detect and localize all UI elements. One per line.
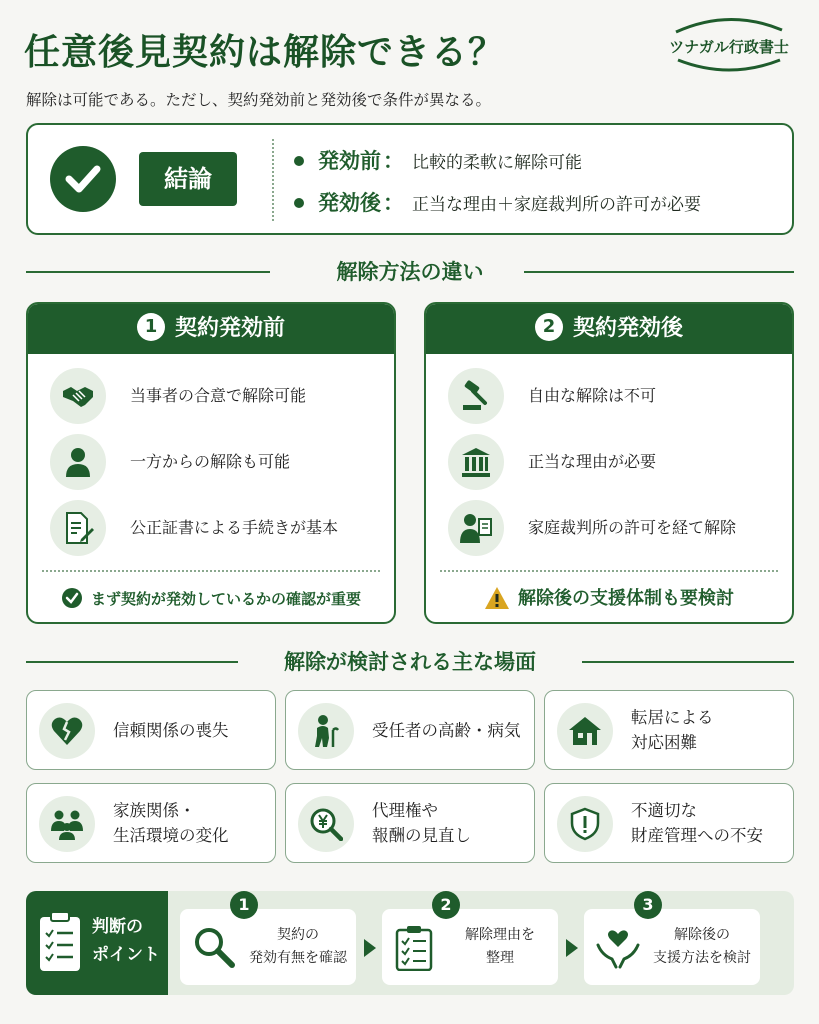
conclusion-box: [26, 123, 794, 235]
house-icon: [557, 703, 613, 759]
scene-text: 転居による 対応困難: [631, 708, 714, 752]
clipboard-icon: [38, 911, 82, 973]
method-item: [448, 500, 778, 556]
search-icon: [192, 925, 236, 969]
brand-logo: [664, 14, 794, 76]
number-badge: 1: [137, 313, 165, 341]
conclusion-separator: ：: [383, 149, 404, 173]
method-item-text: 家庭裁判所の許可を経て解除: [528, 518, 737, 537]
method-card-header: [28, 304, 394, 354]
scene-card: [544, 690, 794, 770]
warning-icon: [484, 586, 510, 610]
method-card-before: [26, 302, 396, 624]
conclusion-separator: ：: [383, 191, 404, 215]
judge-document-icon: [448, 500, 504, 556]
elderly-person-icon: [298, 703, 354, 759]
scene-card: [26, 783, 276, 863]
method-item: [50, 368, 380, 424]
scene-text: 信頼関係の喪失: [113, 720, 229, 740]
shield-alert-icon: [557, 796, 613, 852]
step-text: 契約の 発効有無を確認: [249, 927, 347, 966]
conclusion-key: 発効後: [318, 191, 381, 215]
step-card: [382, 895, 558, 985]
bullet-icon: [294, 156, 304, 166]
method-card-footer: [426, 574, 792, 624]
method-footer-text: まず契約が発効しているかの確認が重要: [90, 590, 361, 608]
method-card-header: [426, 304, 792, 354]
conclusion-item-after: [294, 187, 701, 217]
logo-text: ツナガル行政書士: [669, 38, 789, 56]
method-card-title: 契約発効前: [174, 316, 285, 341]
scenes-section-heading: [26, 647, 794, 677]
scene-text: 家族関係・ 生活環境の変化: [113, 801, 229, 845]
scene-card: [26, 690, 276, 770]
handshake-icon: [50, 368, 106, 424]
conclusion-divider: [272, 139, 274, 221]
step-number: 3: [634, 891, 662, 919]
conclusion-text: 正当な理由＋家庭裁判所の許可が必要: [412, 195, 701, 215]
step-card: [584, 895, 760, 985]
page-title: 任意後見契約は解除できる？: [24, 32, 506, 73]
check-circle-icon: [61, 587, 83, 609]
broken-heart-icon: [39, 703, 95, 759]
scene-text: 不適切な 財産管理への不安: [631, 801, 763, 845]
scene-card: [285, 690, 535, 770]
step-number: 1: [230, 891, 258, 919]
method-item-text: 自由な解除は不可: [528, 386, 657, 405]
document-pen-icon: [50, 500, 106, 556]
conclusion-badge: 結論: [139, 152, 237, 206]
method-item: [448, 434, 778, 490]
arrow-right-icon: [566, 939, 578, 957]
judgment-points-panel: [26, 891, 794, 995]
scenes-section-title: 解除が検討される主な場面: [284, 650, 536, 674]
method-item-text: 一方からの解除も可能: [130, 452, 291, 471]
person-icon: [50, 434, 106, 490]
scene-card: [285, 783, 535, 863]
method-item: [50, 500, 380, 556]
yen-magnifier-icon: [298, 796, 354, 852]
page-subtitle: 解除は可能である。ただし、契約発効前と発効後で条件が異なる。: [26, 91, 492, 109]
family-icon: [39, 796, 95, 852]
step-card: [180, 895, 356, 985]
scene-card: [544, 783, 794, 863]
checklist-icon: [394, 925, 434, 971]
method-card-footer: [28, 574, 394, 624]
method-item-text: 正当な理由が必要: [528, 452, 657, 471]
bullet-icon: [294, 198, 304, 208]
heart-hands-icon: [596, 925, 640, 969]
step-number: 2: [432, 891, 460, 919]
scene-text: 代理権や 報酬の見直し: [372, 801, 471, 845]
method-item: [448, 368, 778, 424]
step-text: 解除後の 支援方法を検討: [653, 927, 751, 966]
method-card-title: 契約発効後: [572, 316, 683, 341]
method-item-text: 当事者の合意で解除可能: [130, 386, 307, 405]
courthouse-icon: [448, 434, 504, 490]
card-divider: [440, 570, 778, 572]
conclusion-key: 発効前: [318, 149, 381, 173]
conclusion-text: 比較的柔軟に解除可能: [412, 153, 582, 173]
methods-section-title: 解除方法の違い: [336, 260, 484, 284]
card-divider: [42, 570, 380, 572]
methods-section-heading: [26, 257, 794, 287]
method-card-after: [424, 302, 794, 624]
method-footer-text: 解除後の支援体制も要検討: [518, 588, 734, 609]
method-item-text: 公正証書による手続きが基本: [130, 518, 339, 537]
method-item: [50, 434, 380, 490]
arrow-right-icon: [364, 939, 376, 957]
number-badge: 2: [535, 313, 563, 341]
scene-text: 受任者の高齢・病気: [372, 720, 521, 740]
judgment-points-label: 判断の ポイント: [92, 917, 160, 965]
step-text: 解除理由を 整理: [465, 927, 535, 966]
conclusion-item-before: [294, 145, 582, 175]
checkmark-icon: [50, 146, 116, 212]
judgment-points-header: [26, 891, 168, 995]
gavel-icon: [448, 368, 504, 424]
